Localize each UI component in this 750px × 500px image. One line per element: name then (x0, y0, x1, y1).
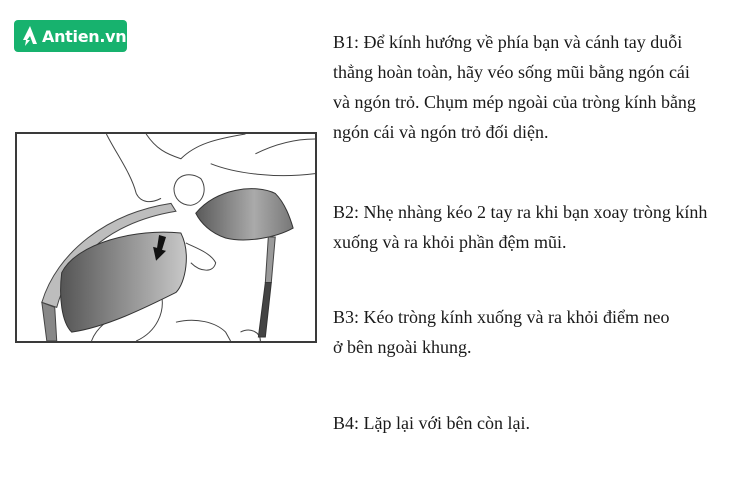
step-3-text (333, 302, 743, 362)
step-2-text (333, 197, 743, 257)
text-line: B2: Nhẹ nhàng kéo 2 tay ra khi bạn xoay tròng kính (333, 202, 708, 222)
text-line: và ngón trỏ. Chụm mép ngoài của tròng kính bằng (333, 92, 696, 112)
text-line: thẳng hoàn toàn, hãy véo sống mũi bằng ngón cái (333, 62, 690, 82)
step-1-text (333, 27, 743, 147)
brand-logo[interactable] (14, 20, 127, 52)
text-line: B4: Lặp lại với bên còn lại. (333, 413, 530, 433)
text-line: ở bên ngoài khung. (333, 337, 472, 357)
instruction-illustration (15, 132, 317, 343)
text-line: ngón cái và ngón trỏ đối diện. (333, 122, 549, 142)
text-line: xuống và ra khỏi phần đệm mũi. (333, 232, 567, 252)
text-line: B3: Kéo tròng kính xuống và ra khỏi điểm neo (333, 307, 670, 327)
text-line: B1: Để kính hướng về phía bạn và cánh tay duỗi (333, 32, 683, 52)
brand-name: Antien.vn (42, 26, 127, 46)
step-4-text (333, 408, 743, 438)
lightning-a-icon (22, 26, 38, 46)
